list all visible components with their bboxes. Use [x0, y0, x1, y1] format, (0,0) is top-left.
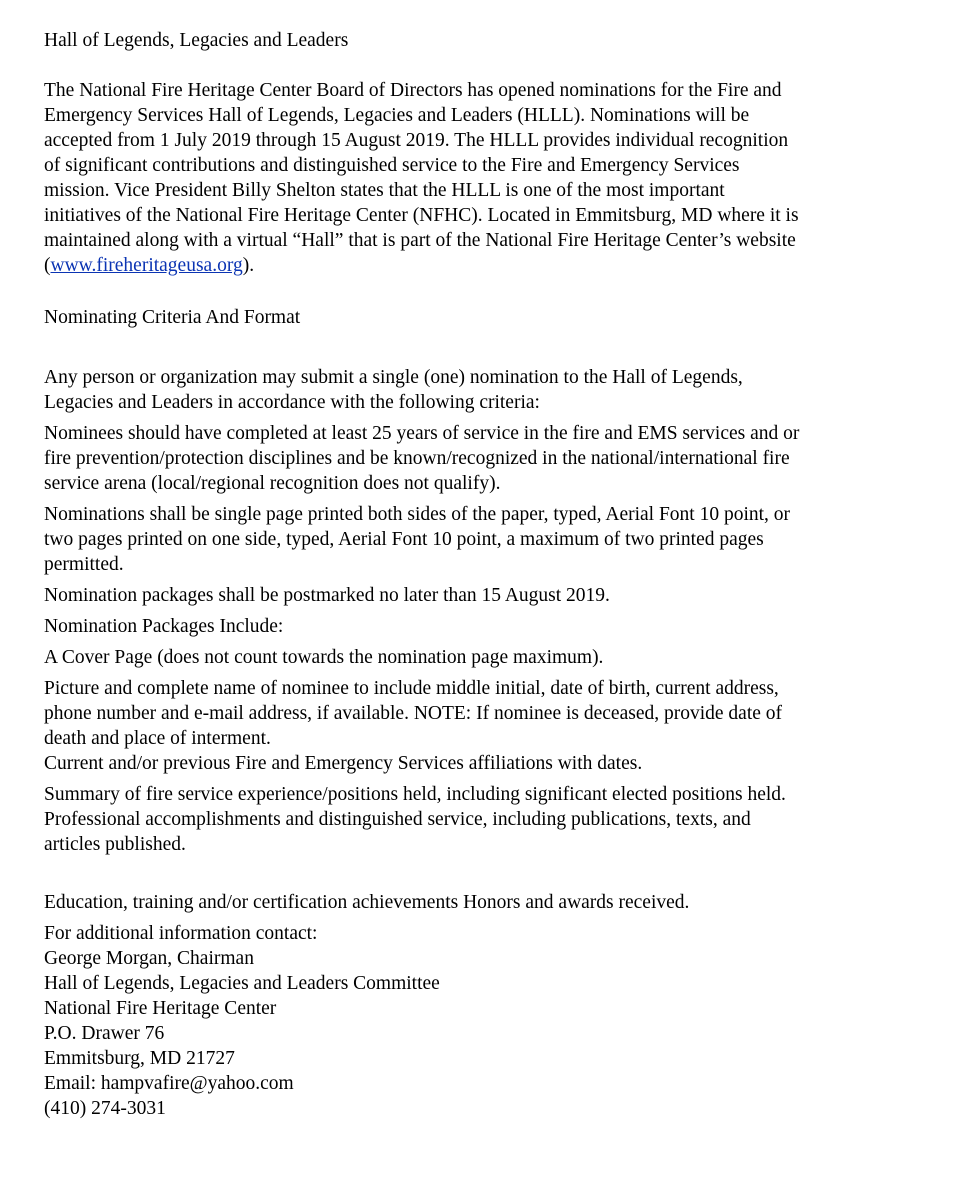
affiliations-line: Current and/or previous Fire and Emergency Services affiliations with dates. [44, 753, 643, 774]
contact-organization: National Fire Heritage Center [44, 998, 277, 1019]
service-criteria-line: fire prevention/protection disciplines and be known/recognized in the national/international fire [44, 448, 790, 469]
section-heading: Nominating Criteria And Format [44, 307, 301, 328]
format-criteria-paragraph [44, 502, 915, 577]
picture-item-line: phone number and e-mail address, if available. NOTE: If nominee is deceased, provide date of [44, 703, 783, 724]
link-prefix: ( [44, 255, 51, 276]
website-link[interactable]: www.fireheritageusa.org [50, 255, 243, 276]
format-criteria-line: Nominations shall be single page printed both sides of the paper, typed, Aerial Font 10 point, or [44, 504, 791, 525]
postmark-deadline: Nomination packages shall be postmarked no later than 15 August 2019. [44, 585, 610, 606]
criteria-intro-paragraph [44, 365, 915, 415]
contact-phone: (410) 274-3031 [44, 1098, 166, 1119]
spacer [44, 278, 915, 305]
intro-line: mission. Vice President Billy Shelton states that the HLLL is one of the most important [44, 180, 725, 201]
contact-city: Emmitsburg, MD 21727 [44, 1048, 235, 1069]
service-criteria-line: service arena (local/regional recognition does not qualify). [44, 473, 501, 494]
education-item: Education, training and/or certification achievements Honors and awards received. [44, 892, 690, 913]
intro-line: of significant contributions and distinguished service to the Fire and Emergency Services [44, 155, 740, 176]
intro-line: The National Fire Heritage Center Board of Directors has opened nominations for the Fire and [44, 80, 782, 101]
picture-item-line: Picture and complete name of nominee to include middle initial, date of birth, current address, [44, 678, 779, 699]
contact-email: Email: hampvafire@yahoo.com [44, 1073, 294, 1094]
document-title: Hall of Legends, Legacies and Leaders [44, 30, 349, 51]
contact-po-box: P.O. Drawer 76 [44, 1023, 165, 1044]
summary-item-line: Summary of fire service experience/positions held, including significant elected positions held. [44, 784, 786, 805]
picture-item-line: death and place of interment. [44, 728, 271, 749]
format-criteria-line: permitted. [44, 554, 124, 575]
intro-line: initiatives of the National Fire Heritage Center (NFHC). Located in Emmitsburg, MD where it is [44, 205, 799, 226]
summary-item-paragraph [44, 782, 915, 857]
contact-block [44, 921, 915, 1121]
service-criteria-paragraph [44, 421, 915, 496]
contact-committee: Hall of Legends, Legacies and Leaders Committee [44, 973, 440, 994]
criteria-intro-line: Any person or organization may submit a single (one) nomination to the Hall of Legends, [44, 367, 743, 388]
packages-heading: Nomination Packages Include: [44, 616, 284, 637]
spacer [44, 857, 915, 884]
spacer [44, 330, 915, 357]
summary-item-line: articles published. [44, 834, 186, 855]
picture-item-paragraph [44, 676, 915, 776]
contact-name: George Morgan, Chairman [44, 948, 254, 969]
intro-line: maintained along with a virtual “Hall” that is part of the National Fire Heritage Center’s website [44, 230, 796, 251]
service-criteria-line: Nominees should have completed at least 25 years of service in the fire and EMS services and or [44, 423, 800, 444]
contact-intro: For additional information contact: [44, 923, 318, 944]
spacer [44, 53, 915, 78]
format-criteria-line: two pages printed on one side, typed, Aerial Font 10 point, a maximum of two printed pages [44, 529, 764, 550]
spacer [44, 357, 915, 365]
link-suffix: ). [242, 255, 255, 276]
criteria-intro-line: Legacies and Leaders in accordance with the following criteria: [44, 392, 540, 413]
summary-item-line: Professional accomplishments and distinguished service, including publications, texts, and [44, 809, 751, 830]
intro-paragraph [44, 78, 915, 278]
intro-line: accepted from 1 July 2019 through 15 August 2019. The HLLL provides individual recognition [44, 130, 789, 151]
intro-line: Emergency Services Hall of Legends, Legacies and Leaders (HLLL). Nominations will be [44, 105, 750, 126]
cover-page-item: A Cover Page (does not count towards the nomination page maximum). [44, 647, 604, 668]
intro-link-line [44, 253, 915, 278]
